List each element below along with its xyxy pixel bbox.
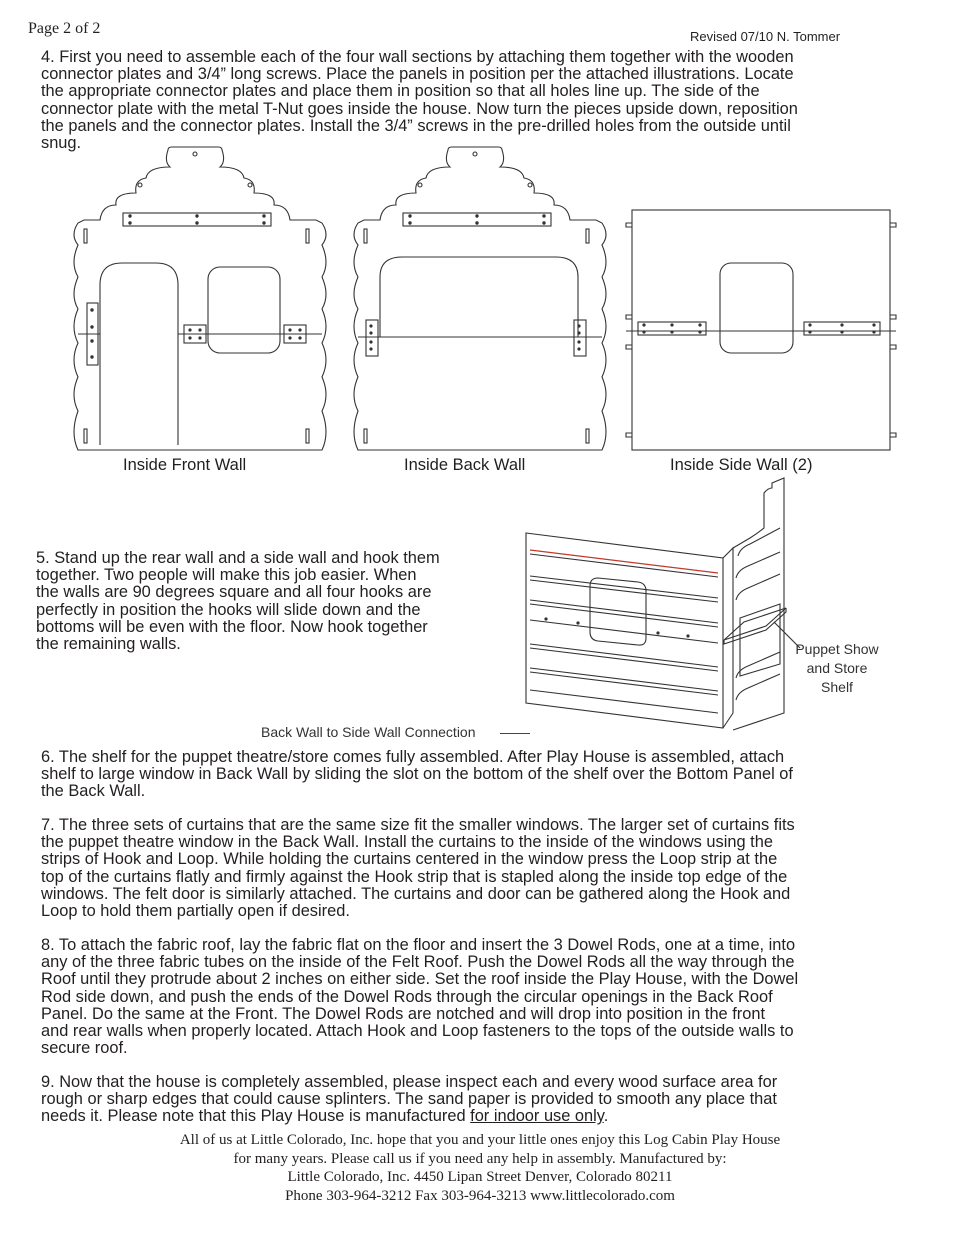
step-5-line: 5. Stand up the rear wall and a side wall and hook them	[36, 549, 440, 567]
step-4-line: the appropriate connector plates and place them in position so that all holes line up. The side of the	[41, 82, 760, 101]
shelf-callout	[778, 640, 896, 697]
step-9-text	[41, 1074, 921, 1126]
step-4-line: 4. First you need to assemble each of the four wall sections by attaching them together with the wooden	[41, 48, 794, 66]
footer-line: All of us at Little Colorado, Inc. hope that you and your little ones enjoy this Log Cabin Play House	[179, 1132, 781, 1148]
back-wall-caption: Inside Back Wall	[404, 456, 526, 474]
step-8-line: 8. To attach the fabric roof, lay the fabric flat on the floor and insert the 3 Dowel Rods, one at a time, into	[41, 936, 796, 954]
footer-line: Little Colorado, Inc. 4450 Lipan Street Denver, Colorado 80211	[287, 1169, 673, 1185]
page-number: Page 2 of 2	[28, 20, 101, 37]
shelf-callout-line: Shelf	[821, 679, 853, 695]
step-5-line: the walls are 90 degrees square and all four hooks are	[36, 583, 432, 602]
indoor-use-emphasis: for indoor use only	[470, 1107, 604, 1126]
step-6-line: shelf to large window in Back Wall by sliding the slot on the bottom of the shelf over the Bottom Panel of	[41, 765, 793, 784]
step-4-line: the panels and the connector plates. Install the 3/4” screws in the pre-drilled holes from the outside until	[41, 116, 791, 135]
step-7-line: windows. The felt door is similarly attached. The curtains and door can be gathered along the Hook and	[41, 884, 791, 903]
footer-line: Phone 303-964-3212 Fax 303-964-3213 www.littlecolorado.com	[285, 1187, 675, 1204]
step-8-line: any of the three fabric tubes on the inside of the Felt Roof. Push the Dowel Rods all the way through the	[41, 953, 795, 972]
footer-line: for many years. Please call us if you need any help in assembly. Manufactured by:	[233, 1150, 727, 1167]
step-7-line: Loop to hold them partially open if desired.	[41, 902, 350, 921]
step-5-line: perfectly in position the hooks will slide down and the	[36, 600, 421, 619]
step-5-text	[36, 550, 506, 653]
front-wall-illustration	[60, 145, 330, 455]
connection-leader-line	[500, 733, 530, 734]
step-8-line: Roof until they protrude about 2 inches on either side. Set the roof inside the Play House, with the Dowel	[41, 970, 799, 989]
side-wall-illustration	[622, 205, 902, 455]
step-5-line: bottoms will be even with the floor. Now hook together	[36, 617, 428, 636]
step-8-line: Rod side down, and push the ends of the Dowel Rods through the circular openings in the Back Roof	[41, 987, 773, 1006]
step-4-text	[41, 49, 921, 152]
step-8-line: secure roof.	[41, 1039, 128, 1058]
step-8-text	[41, 937, 921, 1057]
step-8-line: and rear walls when properly located. Attach Hook and Loop fasteners to the tops of the outside walls to	[41, 1022, 794, 1041]
step-7-line: top of the curtains flatly and firmly against the Hook strip that is stapled along the inside top edge of the	[41, 867, 788, 886]
step-6-line: 6. The shelf for the puppet theatre/store comes fully assembled. After Play House is assembled, attach	[41, 748, 785, 766]
step-9-line: rough or sharp edges that could cause splinters. The sand paper is provided to smooth any place that	[41, 1090, 777, 1109]
connection-label: Back Wall to Side Wall Connection	[261, 724, 476, 740]
step-4-line: connector plates and 3/4” long screws. Place the panels in position per the attached illustrations. Locate	[41, 65, 794, 84]
step-5-line: the remaining walls.	[36, 635, 181, 654]
step-4-line: connector plate with the metal T-Nut goes inside the house. Now turn the pieces upside down, reposition	[41, 99, 798, 118]
footer-contact	[60, 1131, 900, 1205]
step-7-text	[41, 817, 921, 920]
step-7-line: strips of Hook and Loop. While holding the curtains centered in the window press the Loop strip at the	[41, 850, 778, 869]
front-wall-caption: Inside Front Wall	[123, 456, 247, 474]
step-6-text	[41, 749, 921, 801]
step-6-line: the Back Wall.	[41, 782, 146, 801]
revision-note: Revised 07/10 N. Tommer	[690, 29, 841, 44]
step-5-line: together. Two people will make this job easier. When	[36, 566, 417, 585]
step-9-line: 9. Now that the house is completely assembled, please inspect each and every wood surface area for	[41, 1073, 778, 1091]
step-8-line: Panel. Do the same at the Front. The Dowel Rods are notched and will drop into position in the front	[41, 1004, 766, 1023]
back-wall-illustration	[340, 145, 610, 455]
shelf-callout-line: Puppet Show	[795, 641, 879, 657]
step-7-line: 7. The three sets of curtains that are the same size fit the smaller windows. The larger set of curtains fits	[41, 816, 795, 834]
wall-connection-illustration	[518, 478, 798, 738]
side-wall-caption: Inside Side Wall (2)	[670, 456, 813, 474]
step-9-last-line-end: .	[603, 1107, 609, 1126]
step-7-line: the puppet theatre window in the Back Wall. Install the curtains to the inside of the windows using the	[41, 833, 773, 852]
step-4-line: snug.	[41, 134, 82, 153]
shelf-callout-line: and Store	[806, 660, 868, 676]
step-9-last-line-start: needs it. Please note that this Play House is manufactured	[41, 1107, 471, 1126]
